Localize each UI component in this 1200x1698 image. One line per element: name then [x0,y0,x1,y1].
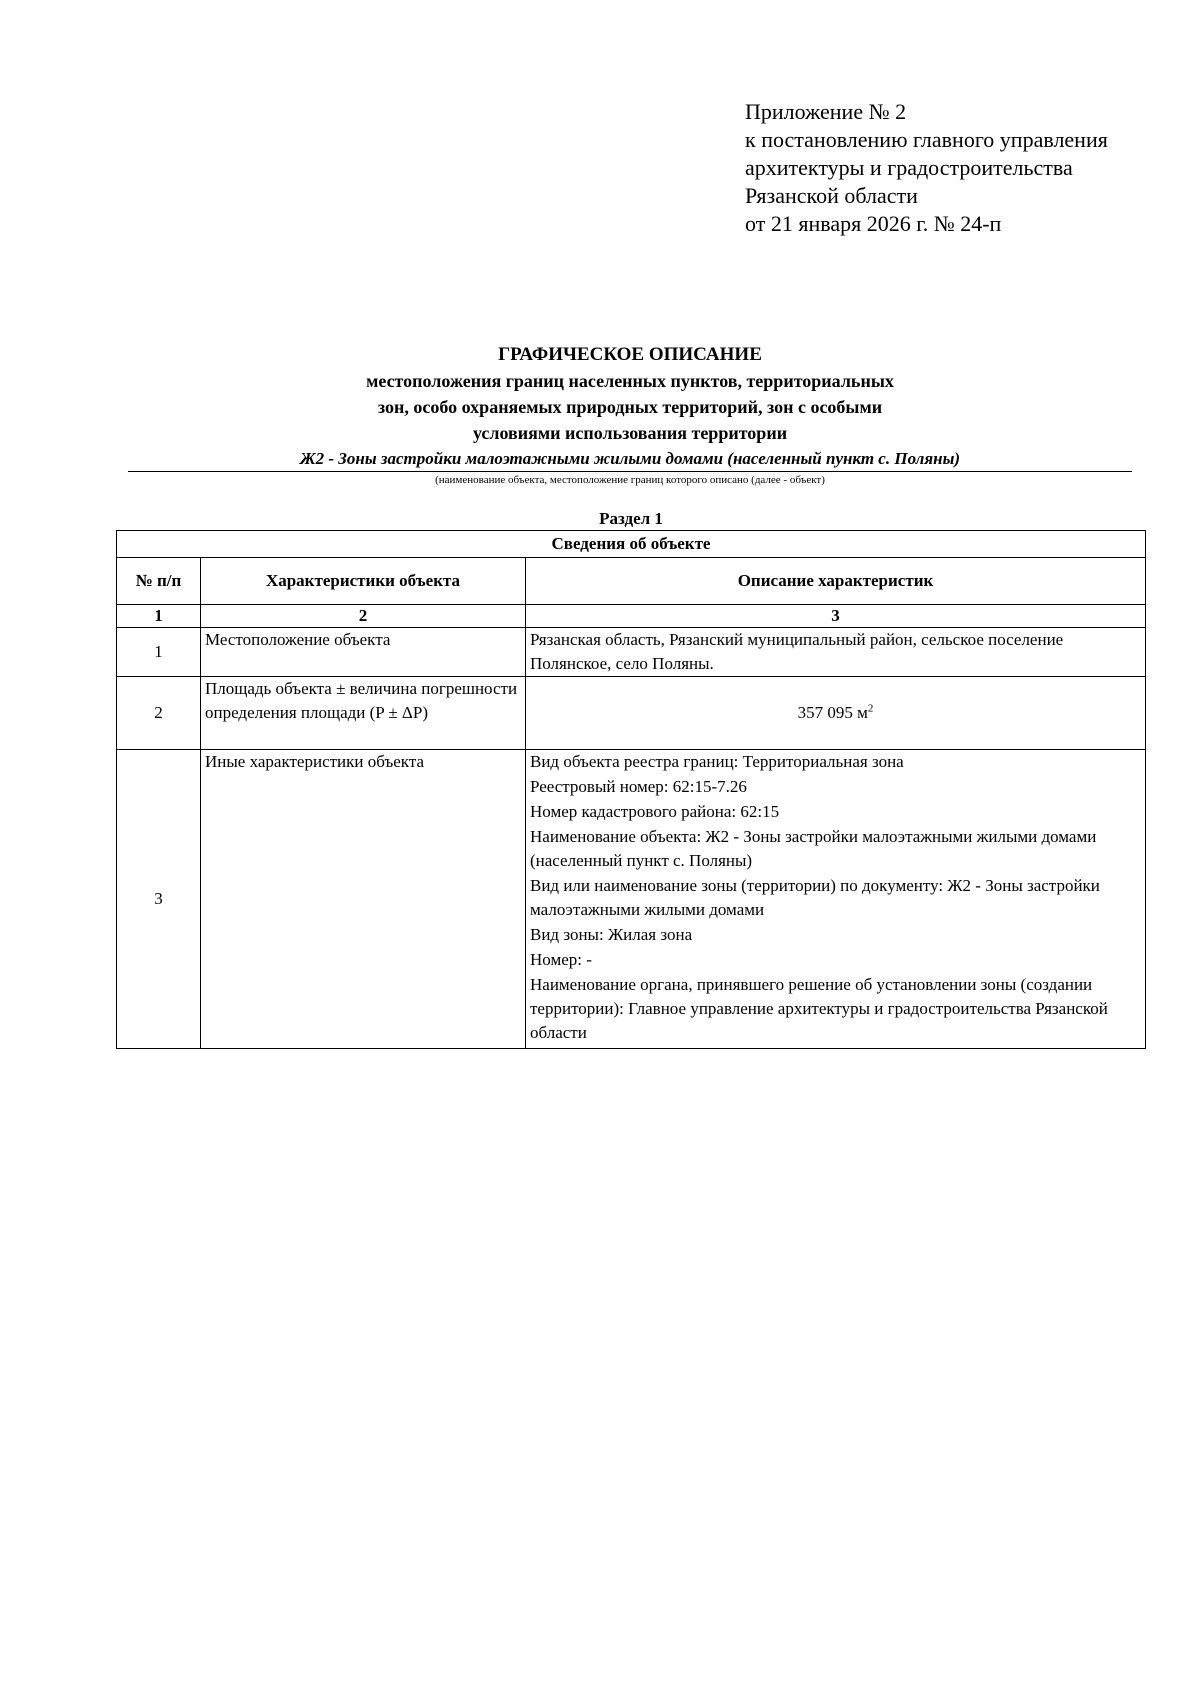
appendix-line: архитектуры и градостроительства [745,155,1073,180]
table-row [117,677,1146,750]
object-name: Ж2 - Зоны застройки малоэтажными жилыми домами (населенный пункт с. Поляны) [299,449,961,468]
appendix-line: от 21 января 2026 г. № 24-п [745,211,1002,236]
characteristic-line: Номер: - [530,950,592,969]
header-num: № п/п [117,558,201,605]
table-title-row [117,531,1146,558]
appendix-line: Приложение № 2 [745,99,907,124]
row-num: 1 [117,628,201,677]
header-description: Описание характеристик [526,558,1146,605]
row-characteristic: Площадь объекта ± величина погрешности определения площади (P ± ΔP) [201,677,526,750]
row-num: 3 [117,750,201,1049]
row-num: 2 [117,677,201,750]
document-title: ГРАФИЧЕСКОЕ ОПИСАНИЕ [498,344,762,365]
row-characteristic: Иные характеристики объекта [201,750,526,1049]
characteristic-line: Наименование органа, принявшего решение об установлении зоны (создании территории): Главное управление архитектуры и градостроительства Рязанской области [530,975,1108,1042]
area-unit-exponent: 2 [867,702,874,715]
characteristic-line: Вид объекта реестра границ: Территориальная зона [530,752,904,771]
characteristic-line: Реестровый номер: 62:15-7.26 [530,777,747,796]
row-description: Рязанская область, Рязанский муниципальный район, сельское поселение Полянское, село Поляны. [526,628,1146,677]
index-cell: 3 [526,605,1146,628]
table-row [117,750,1146,1049]
row-area-value [526,677,1146,750]
row-description [526,750,1146,1049]
appendix-line: к постановлению главного управления [745,127,1108,152]
index-cell: 2 [201,605,526,628]
appendix-header [745,98,1108,238]
document-subtitle-line: зон, особо охраняемых природных территорий, зон с особыми [377,397,883,417]
object-name-caption: (наименование объекта, местоположение границ которого описано (далее - объект) [435,474,825,486]
document-subtitle-line: условиями использования территории [472,423,788,443]
area-value: 357 095 м [797,703,868,722]
document-title-block [128,342,1132,488]
row-characteristic: Местоположение объекта [201,628,526,677]
section-title: Раздел 1 [599,509,663,528]
table-title: Сведения об объекте [117,531,1146,558]
characteristic-line: Вид или наименование зоны (территории) по документу: Ж2 - Зоны застройки малоэтажными жилыми домами [530,876,1100,919]
object-name-underline [128,471,1132,472]
characteristic-line: Номер кадастрового района: 62:15 [530,802,780,821]
header-characteristic: Характеристики объекта [201,558,526,605]
characteristic-line: Вид зоны: Жилая зона [530,925,693,944]
characteristic-line: Наименование объекта: Ж2 - Зоны застройки малоэтажными жилыми домами (населенный пункт с. Поляны) [530,827,1097,870]
table-index-row [117,605,1146,628]
table-row [117,628,1146,677]
index-cell: 1 [117,605,201,628]
table-header-row [117,558,1146,605]
document-subtitle-line: местоположения границ населенных пунктов, территориальных [366,371,894,391]
appendix-line: Рязанской области [745,183,918,208]
object-info-table [116,530,1146,1049]
